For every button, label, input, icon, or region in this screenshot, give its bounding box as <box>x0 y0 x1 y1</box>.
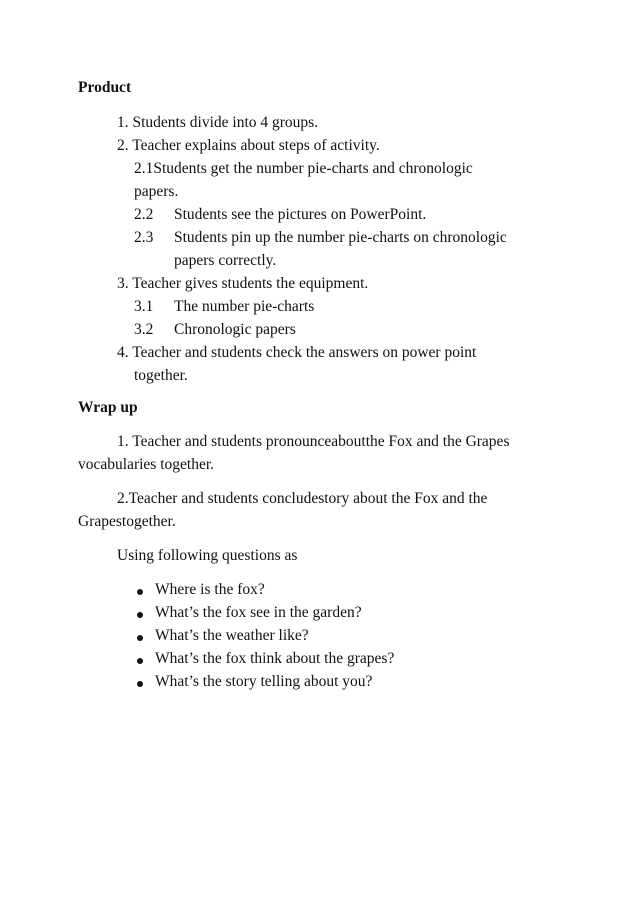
wrapup-paragraph-2-line2: Grapestogether. <box>78 513 176 530</box>
product-item-3-2-number: 3.2 <box>134 321 154 338</box>
wrapup-paragraph-1-line1: 1. Teacher and students pronounceaboutthe Fox and the Grapes <box>117 433 510 450</box>
bullet-icon <box>137 658 143 664</box>
bullet-icon <box>137 681 143 687</box>
product-item-2-1-line2: papers. <box>134 183 179 200</box>
wrapup-paragraph-2-line1: 2.Teacher and students concludestory about the Fox and the <box>117 490 488 507</box>
wrapup-paragraph-1-line2: vocabularies together. <box>78 456 215 473</box>
product-item-1: 1. Students divide into 4 groups. <box>117 114 319 131</box>
product-item-3: 3. Teacher gives students the equipment. <box>117 275 369 292</box>
product-item-2-3-text-line1: Students pin up the number pie-charts on chronologic <box>174 229 507 246</box>
bullet-icon <box>137 589 143 595</box>
bullet-icon <box>137 635 143 641</box>
product-heading: Product <box>78 79 132 96</box>
wrapup-paragraph-3: Using following questions as <box>117 547 298 564</box>
question-item: What’s the story telling about you? <box>155 673 373 690</box>
bullet-icon <box>137 612 143 618</box>
product-item-2-1-line1: 2.1Students get the number pie-charts and chronologic <box>134 160 473 177</box>
product-item-2: 2. Teacher explains about steps of activity. <box>117 137 380 154</box>
question-item: What’s the fox see in the garden? <box>155 604 362 621</box>
product-item-2-2-number: 2.2 <box>134 206 154 223</box>
question-item: What’s the fox think about the grapes? <box>155 650 395 667</box>
product-item-3-2-text: Chronologic papers <box>174 321 296 338</box>
product-item-2-3-number: 2.3 <box>134 229 154 246</box>
product-item-4-line1: 4. Teacher and students check the answers on power point <box>117 344 477 361</box>
product-item-2-2-text: Students see the pictures on PowerPoint. <box>174 206 427 223</box>
product-item-3-1-text: The number pie-charts <box>174 298 315 315</box>
product-item-2-3-text-line2: papers correctly. <box>174 252 277 269</box>
product-item-4-line2: together. <box>134 367 188 384</box>
question-item: What’s the weather like? <box>155 627 309 644</box>
product-item-3-1-number: 3.1 <box>134 298 154 315</box>
question-item: Where is the fox? <box>155 581 265 598</box>
wrapup-heading: Wrap up <box>78 399 138 416</box>
